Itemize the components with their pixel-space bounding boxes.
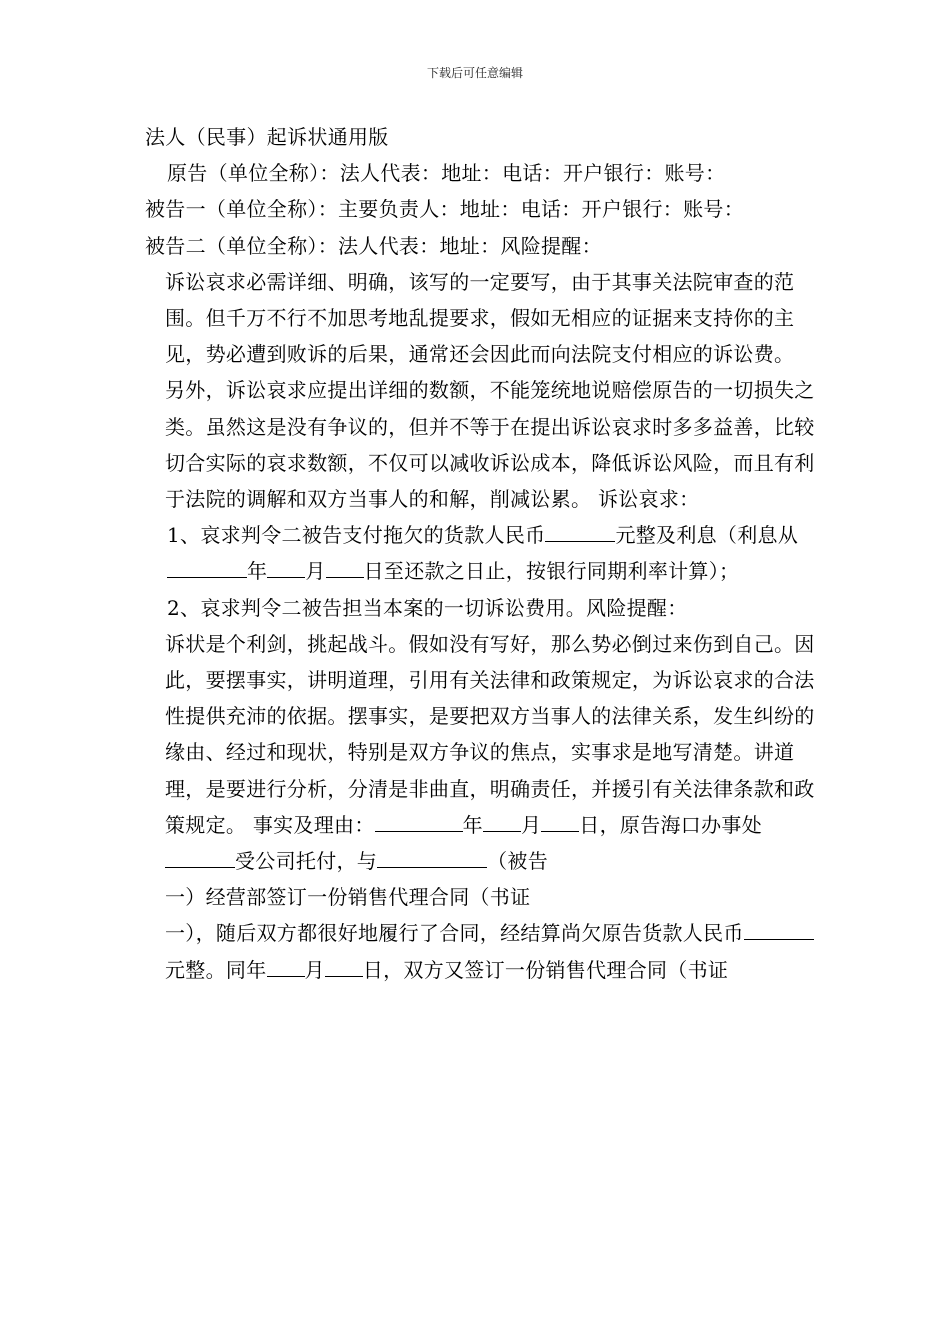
claim-1-text-e: 日至还款之日止，按银行同期利率计算）； xyxy=(363,559,740,584)
paragraph-3 xyxy=(145,626,820,879)
claim-1-text-d: 月 xyxy=(305,559,326,584)
claim-2: 2、哀求判令二被告担当本案的一切诉讼费用。风险提醒： xyxy=(167,595,688,620)
paragraph-3-text-c: 月 xyxy=(520,812,542,837)
paragraph-2: 另外，诉讼哀求应提出详细的数额，不能笼统地说赔偿原告的一切损失之类。虽然这是没有争议的，但并不等于在提出诉讼哀求时多多益善，比较切合实际的哀求数额，不仅可以减收诉讼成本，降低诉讼风险，而且有利于法院的调解和双方当事人的和解，削减讼累。 诉讼哀求： xyxy=(165,378,815,512)
blank-field xyxy=(375,809,463,832)
claim-1-text-b: 元整及利息（利息从 xyxy=(615,523,799,548)
paragraph-3-text-b: 年 xyxy=(462,812,483,837)
plaintiff-line: 原告（单位全称）：法人代表：地址：电话：开户银行：账号： xyxy=(167,161,726,186)
blank-field xyxy=(377,845,487,868)
paragraph-4: 一）经营部签订一份销售代理合同（书证 xyxy=(165,885,531,910)
blank-field xyxy=(541,809,579,832)
blank-field xyxy=(165,845,235,868)
claim-1-text-c: 年 xyxy=(247,559,268,584)
paragraph-5-text-d: 日，双方又签订一份销售代理合同（书证 xyxy=(362,957,729,982)
defendant2-line: 被告二（单位全称）：法人代表：地址：风险提醒： xyxy=(145,233,602,258)
paragraph-5-text-a: 一），随后双方都很好地履行了合同，经结算尚欠原告货款人民币 xyxy=(165,921,744,946)
blank-field xyxy=(267,954,305,977)
page-header-note: 下载后可任意编辑 xyxy=(426,66,523,80)
blank-field xyxy=(545,519,615,542)
blank-field xyxy=(744,917,814,940)
paragraph-3-text: 诉状是个利剑，挑起战斗。假如没有写好，那么势必倒过来伤到自己。因此，要摆事实，讲明道理，引用有关法律和政策规定，为诉讼哀求的合法性提供充沛的依据。摆事实，是要把双方当事人的法律关系，发生纠纷的缘由、经过和现状，特别是双方争议的焦点，实事求是地写清楚。讲道理，是要进行分析，分清是非曲直，明确责任，并援引有关法律条款和政策规定。 事实及理由： xyxy=(165,631,815,837)
blank-field xyxy=(325,954,363,977)
claim-1-text-a: 1、哀求判令二被告支付拖欠的货款人民币 xyxy=(167,523,546,548)
paragraph-3-text-d: 日，原告海口办事处 xyxy=(579,812,762,837)
blank-field xyxy=(483,809,521,832)
blank-field xyxy=(167,555,247,578)
paragraph-5 xyxy=(145,915,820,987)
paragraph-3-text-f: （被告 xyxy=(487,849,549,874)
paragraph-5-text-c: 月 xyxy=(304,957,325,982)
blank-field xyxy=(267,555,305,578)
paragraph-1: 诉讼哀求必需详细、明确，该写的一定要写，由于其事关法院审查的范围。但千万不行不加思考地乱提要求，假如无相应的证据来支持你的主见，势必遭到败诉的后果，通常还会因此而向法院支付相应的诉讼费。 xyxy=(165,269,795,367)
paragraph-3-text-e: 受公司托付，与 xyxy=(235,849,378,874)
document-body xyxy=(145,119,820,988)
blank-field xyxy=(326,555,364,578)
defendant1-line: 被告一（单位全称）：主要负责人：地址：电话：开户银行：账号： xyxy=(145,197,744,222)
paragraph-5-text-b: 元整。同年 xyxy=(165,957,267,982)
claim-1 xyxy=(145,517,820,589)
document-title: 法人（民事）起诉状通用版 xyxy=(145,125,389,149)
